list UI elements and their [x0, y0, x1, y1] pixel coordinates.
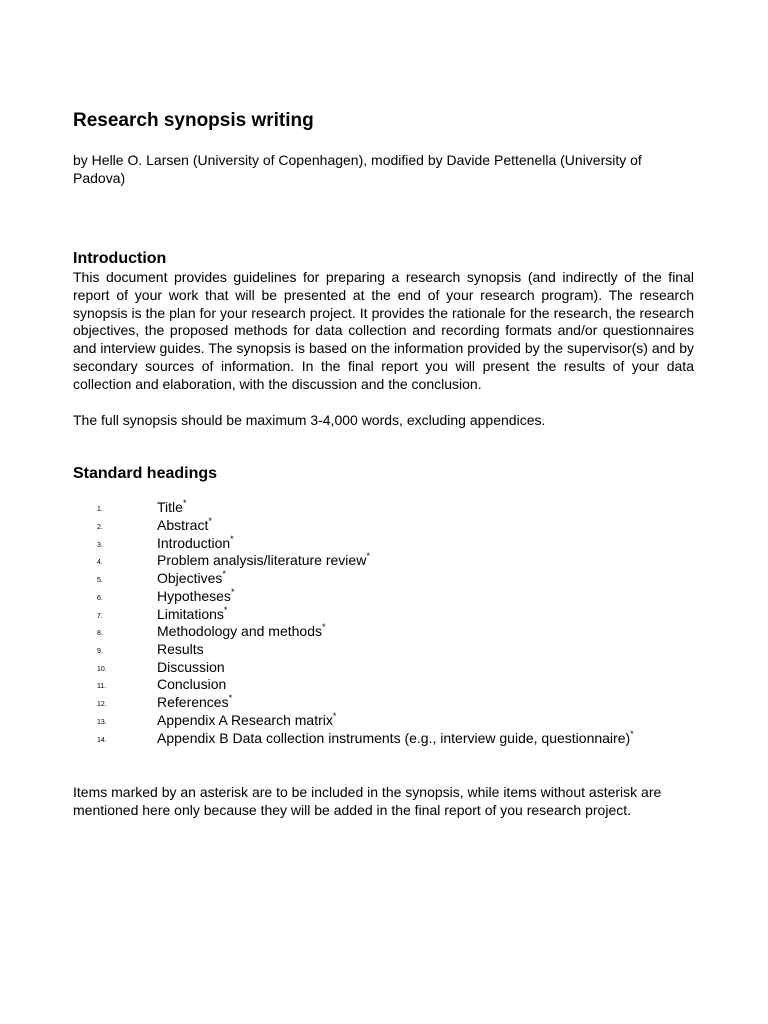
asterisk-marker: * — [228, 693, 233, 704]
list-item-text: Abstract — [157, 517, 209, 534]
list-item — [73, 623, 694, 641]
list-item-number: 1. — [97, 506, 103, 514]
list-item-text: Title — [157, 499, 183, 516]
list-item — [73, 641, 694, 659]
asterisk-marker: * — [223, 604, 228, 615]
asterisk-marker: * — [182, 498, 187, 509]
standard-headings-list — [73, 499, 694, 747]
list-item-number: 7. — [97, 612, 103, 620]
list-item — [73, 694, 694, 712]
list-item-number: 9. — [97, 648, 103, 655]
introduction-paragraph: This document provides guidelines for preparing a research synopsis (and indirectly of the final report of your work that will be presented at the end of your research program). The research synopsis is the plan for your research project. It provides the rationale for the research, the research objectives, the proposed methods for data collection and recording formats and/or questionnaires and interview guides. The synopsis is based on the information provided by the supervisor(s) and by secondary sources of information. In the final report you will present the results of your data collection and elaboration, with the discussion and the conclusion. — [73, 269, 694, 392]
document-page — [73, 108, 694, 820]
list-item-number: 4. — [97, 559, 103, 567]
introduction-heading: Introduction — [73, 250, 167, 267]
list-item-text: Appendix A Research matrix — [157, 711, 333, 728]
list-item-number: 12. — [97, 701, 107, 709]
list-item-text: Introduction — [157, 534, 231, 551]
asterisk-marker: * — [230, 533, 234, 544]
list-item-text: References — [157, 694, 229, 711]
asterisk-explanation-note: Items marked by an asterisk are to be included in the synopsis, while items without asterisk are mentioned here only because they will be added in the final report of you research project. — [73, 784, 662, 819]
list-item-text: Discussion — [157, 658, 225, 675]
list-item-number: 3. — [97, 541, 103, 549]
asterisk-marker: * — [208, 516, 212, 527]
list-item-number: 10. — [97, 665, 107, 673]
list-item — [73, 730, 694, 748]
list-item — [73, 712, 694, 730]
list-item — [73, 570, 694, 588]
list-item-number: 13. — [97, 718, 107, 726]
asterisk-marker: * — [630, 728, 634, 739]
asterisk-marker: * — [230, 586, 235, 597]
asterisk-marker: * — [222, 569, 226, 580]
asterisk-marker: * — [322, 622, 326, 633]
document-title: Research synopsis writing — [73, 110, 314, 131]
list-item-number: 6. — [97, 594, 103, 602]
list-item-number: 14. — [97, 736, 107, 744]
list-item-text: Methodology and methods — [157, 623, 322, 640]
list-item — [73, 552, 694, 570]
list-item — [73, 659, 694, 677]
list-item — [73, 517, 694, 535]
author-byline: by Helle O. Larsen (University of Copenhagen), modified by Davide Pettenella (University of Padova) — [73, 152, 642, 186]
list-item-text: Objectives — [157, 570, 223, 587]
list-item-text: Conclusion — [157, 676, 227, 693]
list-item-text: Appendix B Data collection instruments (e.g., interview guide, questionnaire) — [157, 729, 631, 746]
list-item-number: 8. — [97, 630, 103, 638]
list-item-text: Problem analysis/literature review — [157, 552, 367, 569]
list-item-text: Limitations — [157, 605, 224, 622]
list-item-number: 5. — [97, 577, 103, 585]
list-item — [73, 676, 694, 694]
standard-headings-heading: Standard headings — [73, 465, 218, 483]
length-note: The full synopsis should be maximum 3-4,000 words, excluding appendices. — [73, 411, 546, 428]
list-item — [73, 606, 694, 624]
list-item-text: Hypotheses — [157, 587, 231, 604]
list-item-number: 11. — [97, 683, 107, 691]
list-item-text: Results — [157, 641, 204, 657]
list-item — [73, 535, 694, 553]
asterisk-marker: * — [366, 551, 370, 562]
asterisk-marker: * — [332, 710, 337, 721]
list-item — [73, 499, 694, 517]
list-item-number: 2. — [97, 524, 103, 532]
list-item — [73, 588, 694, 606]
